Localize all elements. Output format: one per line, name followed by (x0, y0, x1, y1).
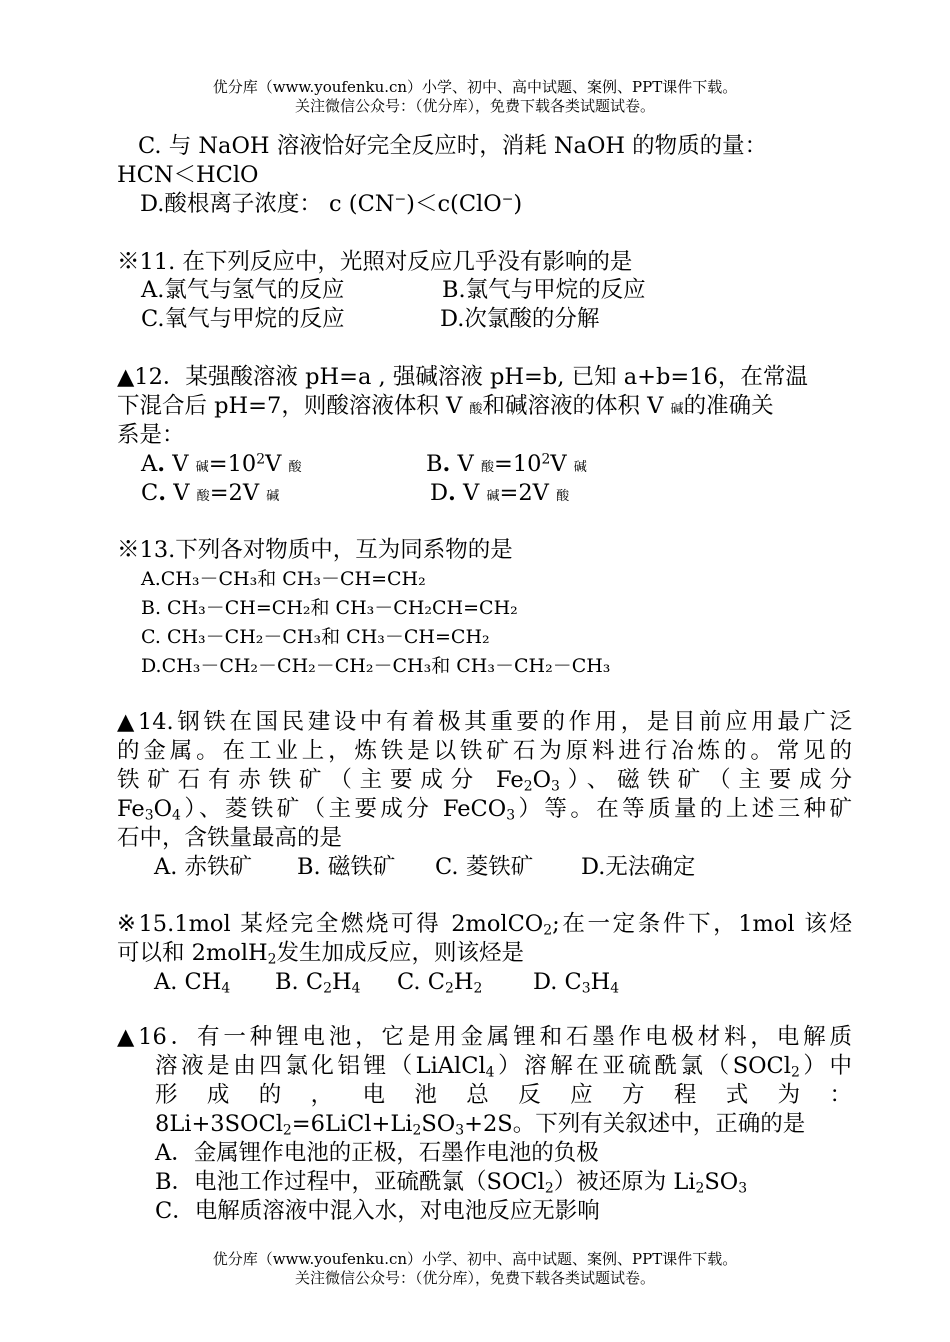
page-footer-line-1: 优分库（www.youfenku.cn）小学、初中、高中试题、案例、PPT课件下载。 (212, 1250, 738, 1268)
q15-option-b: B. $C_2H_4$ (275, 969, 361, 997)
q15-option-d: D. $C_3H_4$ (533, 969, 620, 997)
q13-option-b: B. CH₃－CH=CH₂和 CH₃－CH₂CH=CH₂ (141, 597, 518, 619)
q14-stem-line5: 石中，含铁量最高的是 (117, 825, 343, 851)
q13-option-a: A.CH₃－CH₃和 CH₃－CH=CH₂ (141, 568, 426, 590)
q15-stem-line1: ※15.1mol 某烃完全燃烧可得 2molCO$_2$;在一定条件下，1mol 该烃 (117, 911, 852, 939)
q16-stem-line4: $8Li+3SOCl_2=6LiCl+Li_2SO_3+2S$。下列有关叙述中，正确的是 (155, 1111, 806, 1139)
q14-stem-line1: ▲14.钢铁在国民建设中有着极其重要的作用，是目前应用最广泛 (117, 709, 852, 735)
q12-option-a: A. V 碱$=10^2V$ 酸 (141, 451, 302, 477)
q10-option-c-line2: HCN＜HClO (117, 162, 259, 188)
q14-option-a: A. 赤铁矿 (154, 854, 253, 880)
q13-stem: ※13.下列各对物质中，互为同系物的是 (117, 537, 513, 563)
q11-option-d: D.次氯酸的分解 (440, 306, 600, 332)
q12-stem-line2: 下混合后 pH=7，则酸溶液体积 V 酸和碱溶液的体积 V 碱的准确关 (117, 393, 774, 419)
q12-stem-line1: ▲12．某强酸溶液 pH=a , 强碱溶液 pH=b, 已知 a+b=16，在常温 (117, 364, 808, 390)
q16-stem-line2: 溶液是由四氯化铝锂（LiAlCl$_4$）溶解在亚硫酰氯（SOCl$_2$）中 (155, 1053, 852, 1081)
q16-option-a: A．金属锂作电池的正极，石墨作电池的负极 (155, 1140, 599, 1166)
page-header-line-1: 优分库（www.youfenku.cn）小学、初中、高中试题、案例、PPT课件下载。 (212, 78, 738, 96)
page-footer-line-2: 关注微信公众号：（优分库），免费下载各类试题试卷。 (294, 1269, 655, 1287)
q12-option-d: D. V 碱=2V 酸 (430, 480, 570, 506)
q16-option-c: C．电解质溶液中混入水，对电池反应无影响 (155, 1198, 600, 1224)
q14-option-c: C. 菱铁矿 (435, 854, 534, 880)
q11-stem: ※11. 在下列反应中，光照对反应几乎没有影响的是 (117, 249, 633, 275)
q11-option-b: B.氯气与甲烷的反应 (442, 277, 646, 303)
q14-option-d: D.无法确定 (581, 854, 696, 880)
q11-option-c: C.氧气与甲烷的反应 (141, 306, 345, 332)
q15-stem-line2: 可以和 2molH$_2$发生加成反应，则该烃是 (117, 940, 525, 968)
q13-option-c: C. CH₃－CH₂－CH₃和 CH₃－CH=CH₂ (141, 626, 490, 648)
q16-stem-line3: 形 成 的 ， 电 池 总 反 应 方 程 式 为 ： (155, 1082, 852, 1108)
q14-stem-line4: $Fe_3O_4$）、菱铁矿（主要成分 FeCO$_3$）等。在等质量的上述三种矿 (117, 796, 852, 824)
q14-stem-line2: 的金属。在工业上，炼铁是以铁矿石为原料进行冶炼的。常见的 (117, 738, 852, 764)
q10-option-c-line1: C. 与 NaOH 溶液恰好完全反应时，消耗 NaOH 的物质的量： (138, 133, 768, 159)
q10-option-d: D.酸根离子浓度： c (CN−)＜c(ClO−) (140, 191, 523, 217)
page-header-line-2: 关注微信公众号：（优分库），免费下载各类试题试卷。 (294, 97, 655, 115)
q11-option-a: A.氯气与氢气的反应 (141, 277, 345, 303)
q16-option-b: B．电池工作过程中，亚硫酰氯（SOCl$_2$）被还原为 $Li_2SO_3$ (155, 1169, 748, 1197)
q14-option-b: B. 磁铁矿 (297, 854, 396, 880)
q12-stem-line3: 系是： (117, 422, 185, 448)
q12-option-c: C. V 酸=2V 碱 (141, 480, 280, 506)
q16-stem-line1: ▲16．有一种锂电池，它是用金属锂和石墨作电极材料，电解质 (117, 1024, 852, 1050)
q12-option-b: B. V 酸$=10^2V$ 碱 (426, 451, 587, 477)
q14-stem-line3: 铁矿石有赤铁矿（主要成分 $Fe_2O_3$）、磁铁矿（主要成分 (117, 767, 852, 795)
q15-option-c: C. $C_2H_2$ (397, 969, 483, 997)
q15-option-a: A. $CH_4$ (154, 969, 231, 997)
q13-option-d: D.CH₃－CH₂－CH₂－CH₂－CH₃和 CH₃－CH₂－CH₃ (141, 655, 611, 677)
